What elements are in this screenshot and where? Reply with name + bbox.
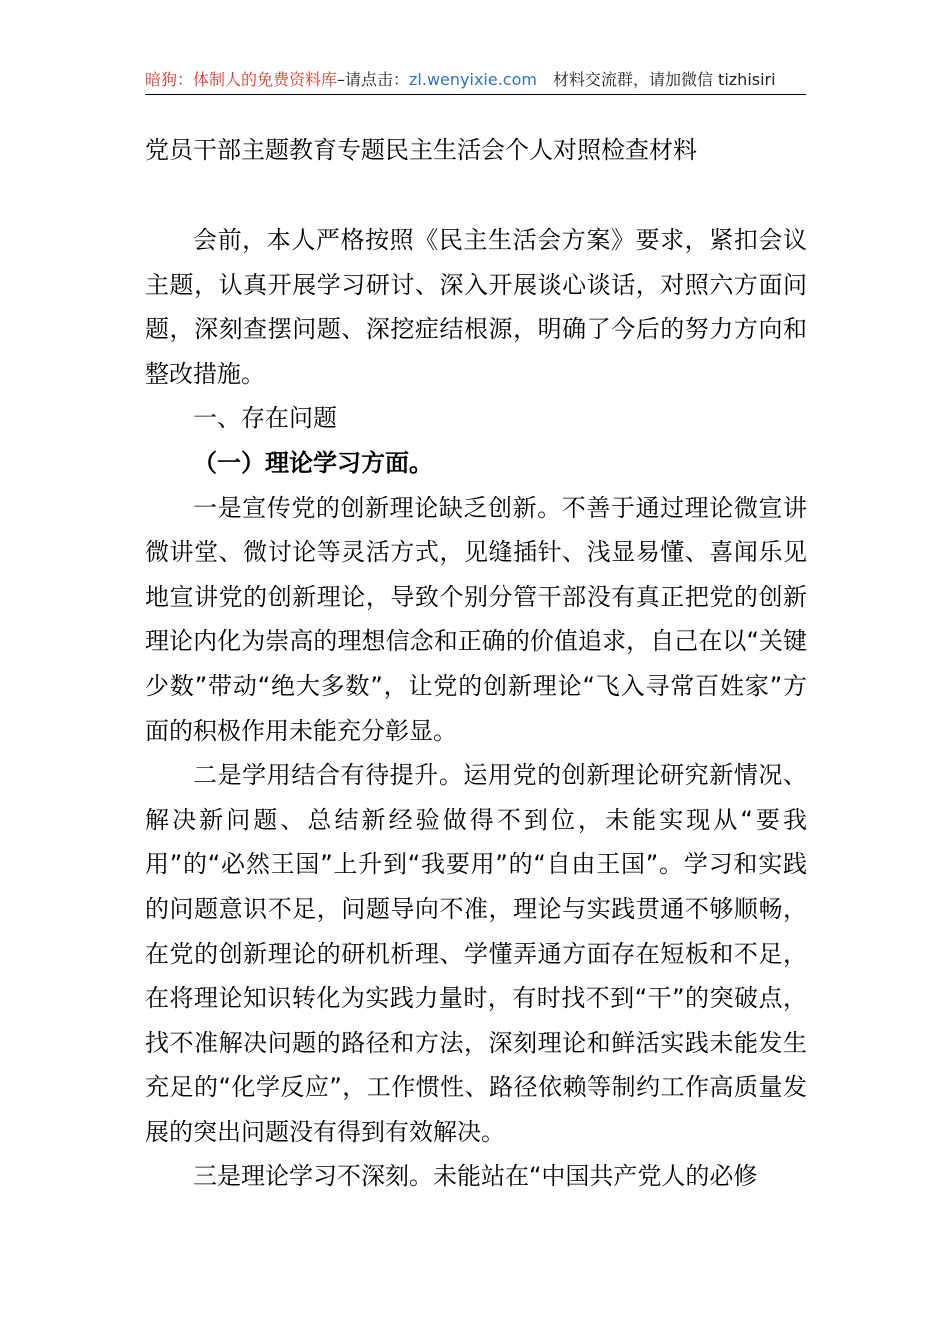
document-title: 党员干部主题教育专题民主生活会个人对照检查材料 [145, 136, 697, 164]
body-paragraph: 三是理论学习不深刻。未能站在“中国共产党人的必修 [193, 1162, 758, 1191]
group-contact-text: 材料交流群，请加微信 tizhisiri [552, 70, 776, 89]
site-link[interactable]: zl.wenyixie.com [409, 70, 537, 89]
site-name: 暗狗：体制人的免费资料库 [145, 70, 338, 89]
section-heading: 一、存在问题 [193, 404, 337, 433]
body-paragraph: 一是宣传党的创新理论缺乏创新。不善于通过理论微宣讲微讲堂、微讨论等灵活方式，见缝插针、浅显易懂、喜闻乐见地宣讲党的创新理论，导致个别分管干部没有真正把党的创新理论内化为崇高的理想信念和正确的价值追求，自己在以“关键少数”带动“绝大多数”，让党的创新理论“飞入寻常百姓家”方面的积极作用未能充分彰显。 [145, 493, 807, 745]
page-header [145, 68, 806, 95]
document-body [145, 218, 807, 1199]
body-paragraph: 二是学用结合有待提升。运用党的创新理论研究新情况、解决新问题、总结新经验做得不到位，未能实现从“要我用”的“必然王国”上升到“我要用”的“自由王国”。学习和实践的问题意识不足，问题导向不准，理论与实践贯通不够顺畅，在党的创新理论的研机析理、学懂弄通方面存在短板和不足，在将理论知识转化为实践力量时，有时找不到“干”的突破点，找不准解决问题的路径和方法，深刻理论和鲜活实践未能发生充足的“化学反应”，工作惯性、路径依赖等制约工作高质量发展的突出问题没有得到有效解决。 [145, 761, 807, 1146]
subsection-heading: （一）理论学习方面。 [193, 448, 433, 477]
intro-paragraph: 会前，本人严格按照《民主生活会方案》要求，紧扣会议主题，认真开展学习研讨、深入开展谈心谈话，对照六方面问题，深刻查摆问题、深挖症结根源，明确了今后的努力方向和整改措施。 [145, 226, 807, 388]
click-prompt: –请点击： [337, 70, 410, 89]
